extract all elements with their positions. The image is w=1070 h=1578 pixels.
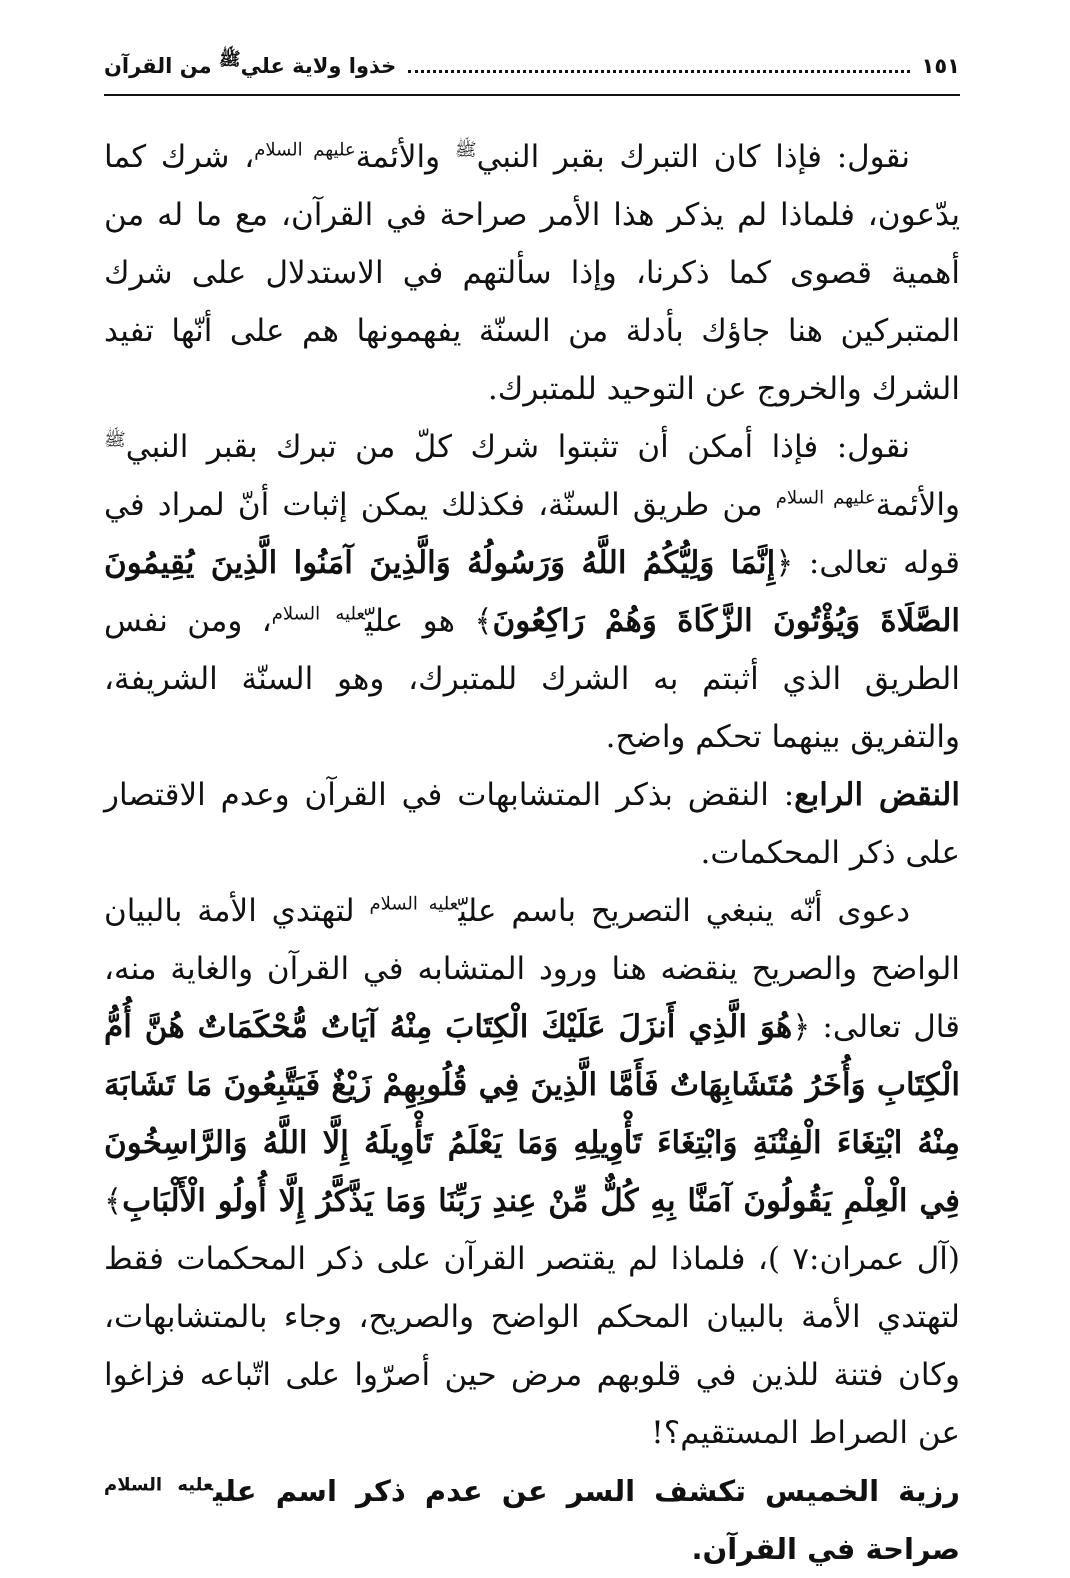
paragraph-2-text-a: نقول: فإذا أمكن أن تثبتوا شرك كلّ من تبرك بقبر النبي — [125, 429, 910, 465]
header-dot-leader — [408, 70, 909, 73]
quran-verse: إِنَّمَا وَلِيُّكُمُ اللَّهُ وَرَسُولُهُ وَالَّذِينَ آمَنُوا الَّذِينَ يُقِيمُونَ الصَّلَاةَ وَيُؤْتُونَ الزَّكَاةَ وَهُمْ رَاكِعُونَ — [104, 545, 961, 639]
honorific-glyph: ﷺ — [104, 429, 126, 451]
honorific-glyph: عليهم السلام — [775, 487, 876, 509]
paragraph-1-text-b: والأئمة — [355, 139, 455, 175]
paragraph-2 — [104, 418, 960, 766]
honorific-glyph: عليه السلام — [104, 1474, 214, 1496]
ornate-bracket-open: ﴿ — [792, 1009, 811, 1045]
ornate-bracket-close: ﴾ — [474, 603, 493, 639]
paragraph-5-text-a: رزية الخميس تكشف السر عن عدم ذكر اسم علي — [213, 1474, 960, 1508]
paragraph-2-text-e: ، ومن نفس الطريق الذي أثبتم به الشرك للمتبرك، وهو السنّة الشريفة، والتفريق بينهما تحكم واضح. — [104, 603, 960, 755]
running-title-suffix: من القرآن — [104, 54, 219, 78]
section-heading: النقض الرابع — [794, 777, 960, 813]
paragraph-2-text-b: والأئمة — [875, 487, 960, 523]
running-title-text: خذوا ولاية علي — [240, 54, 397, 78]
ornate-bracket-open: ﴿ — [775, 545, 794, 581]
honorific-glyph: ﷺ — [218, 49, 241, 70]
running-title — [104, 49, 397, 78]
ornate-bracket-close: ﴾ — [104, 1183, 123, 1219]
paragraph-4-text-a: دعوى أنّه ينبغي التصريح باسم عليّ — [458, 893, 910, 929]
paragraph-1-text-c: ، شرك كما يدّعون، فلماذا لم يذكر هذا الأمر صراحة في القرآن، مع ما له من أهمية قصوى كما ذكرنا، وإذا سألتهم في الاستدلال على شرك المتبركين هنا جاؤك بأدلة من السنّة يفهمونها هم على أنّها تفيد الشرك والخروج عن التوحيد للمتبرك. — [104, 139, 960, 407]
page-number: ١٥١ — [921, 54, 960, 78]
paragraph-5-text-b: صراحة في القرآن. — [691, 1532, 960, 1566]
paragraph-5-heading — [104, 1462, 960, 1578]
quran-verse: هُوَ الَّذِي أَنزَلَ عَلَيْكَ الْكِتَابَ مِنْهُ آيَاتٌ مُّحْكَمَاتٌ هُنَّ أُمُّ الْكِتَابِ وَأُخَرُ مُتَشَابِهَاتٌ فَأَمَّا الَّذِينَ فِي قُلُوبِهِمْ زَيْغٌ فَيَتَّبِعُونَ مَا تَشَابَهَ مِنْهُ ابْتِغَاءَ الْفِتْنَةِ وَابْتِغَاءَ تَأْوِيلِهِ وَمَا يَعْلَمُ تَأْوِيلَهُ إِلَّا اللَّهُ وَالرَّاسِخُونَ فِي الْعِلْمِ يَقُولُونَ آمَنَّا بِهِ كُلٌّ مِّنْ عِندِ رَبِّنَا وَمَا يَذَّكَّرُ إِلَّا أُولُو الْأَلْبَابِ — [104, 1009, 960, 1219]
paragraph-2-text-c: من طريق السنّة، فكذلك يمكن إثبات أنّ لمراد في قوله تعالى: — [104, 487, 960, 581]
paragraph-3 — [104, 766, 960, 882]
honorific-glyph: عليه السلام — [271, 603, 366, 625]
honorific-glyph: ﷺ — [454, 139, 477, 161]
page-header — [104, 44, 960, 88]
paragraph-4 — [104, 882, 960, 1462]
honorific-glyph: عليه السلام — [369, 893, 459, 915]
paragraph-2-text-d: هو عليّ — [365, 603, 475, 639]
honorific-glyph: عليهم السلام — [254, 139, 356, 161]
paragraph-4-text-c: (آل عمران:٧ )، فلماذا لم يقتصر القرآن على ذكر المحكمات فقط لتهتدي الأمة بالبيان المحكم الواضح والصريح، وجاء بالمتشابهات، وكان فتنة للذين في قلوبهم مرض حين أصرّوا على اتّباعه فزاغوا عن الصراط المستقيم؟! — [104, 1241, 960, 1451]
paragraph-3-text: : النقض بذكر المتشابهات في القرآن وعدم الاقتصار على ذكر المحكمات. — [104, 777, 960, 871]
paragraph-1 — [104, 128, 960, 418]
header-rule — [104, 94, 960, 96]
paragraph-1-text-a: نقول: فإذا كان التبرك بقبر النبي — [476, 139, 910, 175]
page-body — [104, 128, 960, 1578]
paragraph-4-text-b: لتهتدي الأمة بالبيان الواضح والصريح ينقضه هنا ورود المتشابه في القرآن والغاية منه، قال تعالى: — [104, 893, 960, 1045]
